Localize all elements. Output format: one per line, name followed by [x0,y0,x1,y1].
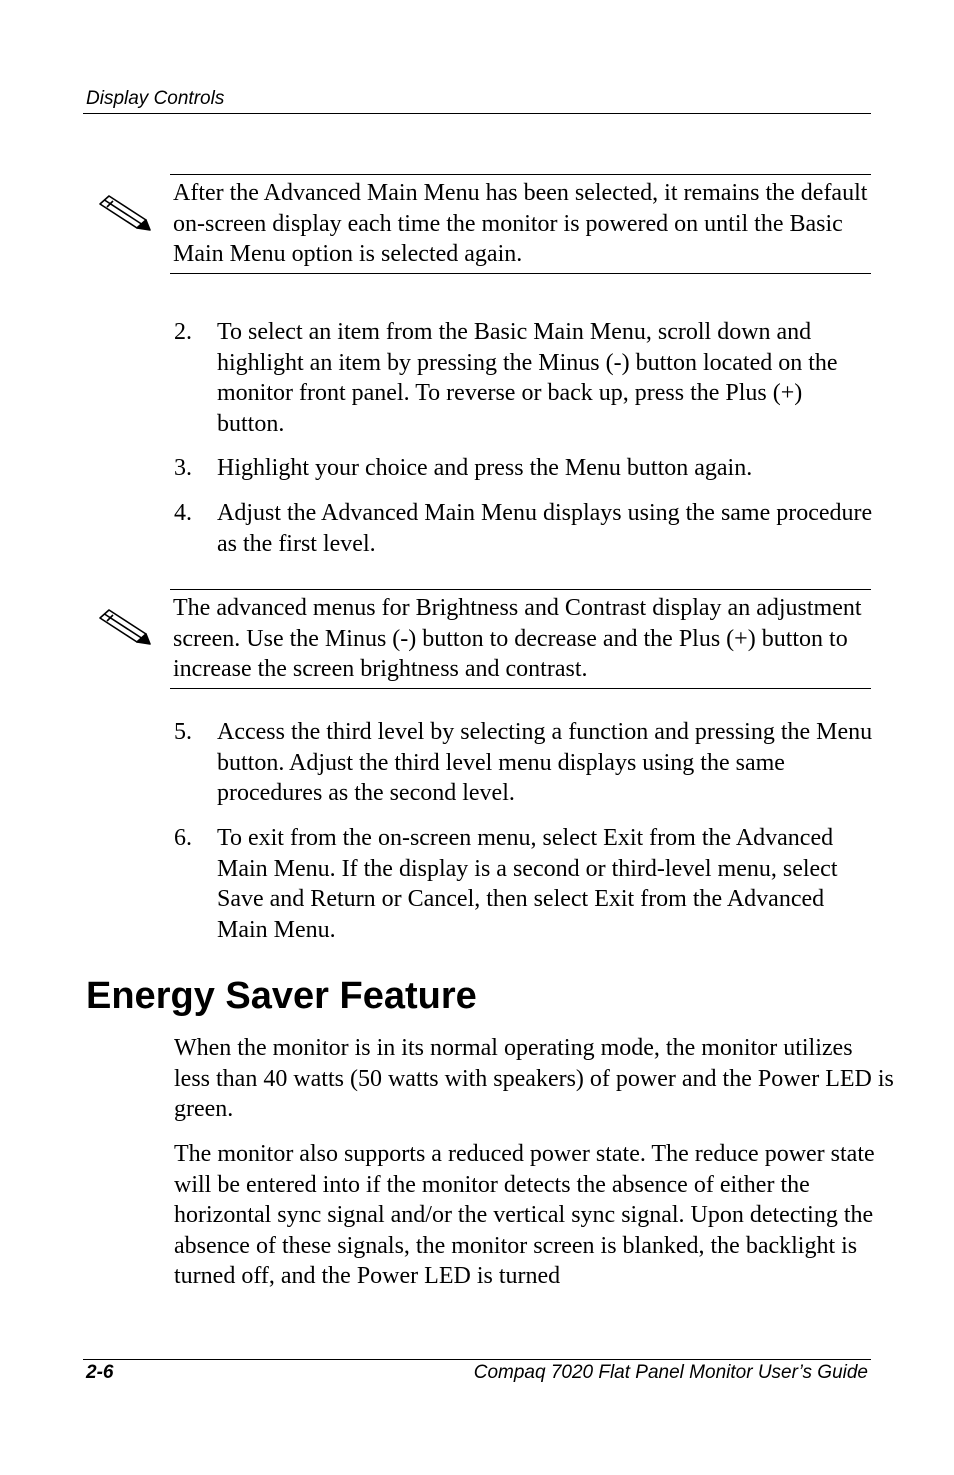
step-text: To select an item from the Basic Main Menu, scroll down and highlight an item by pressing the Minus (-) button located on the monitor front panel. To reverse or back up, press the Plus (+) button. [217,319,838,437]
pencil-icon [96,606,152,646]
step-number: 2. [174,319,192,345]
list-item [174,498,874,559]
note-text: The advanced menus for Brightness and Contrast display an adjustment screen. Use the Minus (-) button to decrease and the Plus (+) button to increase the screen brightness and contrast. [173,595,862,682]
note-text: After the Advanced Main Menu has been selected, it remains the default on-screen display each time the monitor is powered on until the Basic Main Menu option is selected again. [173,180,868,267]
note-box [170,589,871,689]
list-item [174,317,874,439]
step-number: 5. [174,719,192,745]
section-heading: Energy Saver Feature [86,975,477,1017]
running-header: Display Controls [86,88,225,109]
header-rule [83,113,871,114]
step-text: Access the third level by selecting a function and pressing the Menu button. Adjust the third level menu displays using the same procedures as the second level. [217,719,873,806]
step-number: 4. [174,500,192,526]
footer-rule [83,1359,871,1360]
body-paragraph: When the monitor is in its normal operating mode, the monitor utilizes less than 40 watts (50 watts with speakers) of power and the Power LED is green. [174,1035,894,1122]
list-item [174,453,874,484]
step-text: Highlight your choice and press the Menu button again. [217,455,753,481]
list-item [174,823,874,945]
book-title: Compaq 7020 Flat Panel Monitor User’s Guide [473,1362,868,1383]
page-number: 2-6 [86,1362,114,1383]
body-paragraph: The monitor also supports a reduced power state. The reduce power state will be entered into if the monitor detects the absence of either the horizontal sync signal and/or the vertical sync signal. Upon detecting the absence of these signals, the monitor screen is blanked, the backlight is turned off, and the Power LED is turned [174,1141,875,1289]
step-text: Adjust the Advanced Main Menu displays using the same procedure as the first level. [217,500,873,557]
pencil-icon [96,192,152,232]
list-item [174,717,874,809]
step-number: 6. [174,825,192,851]
step-number: 3. [174,455,192,481]
note-box [170,174,871,274]
step-text: To exit from the on-screen menu, select Exit from the Advanced Main Menu. If the display is a second or third-level menu, select Save and Return or Cancel, then select Exit from the Advanced Main Menu. [217,825,838,943]
